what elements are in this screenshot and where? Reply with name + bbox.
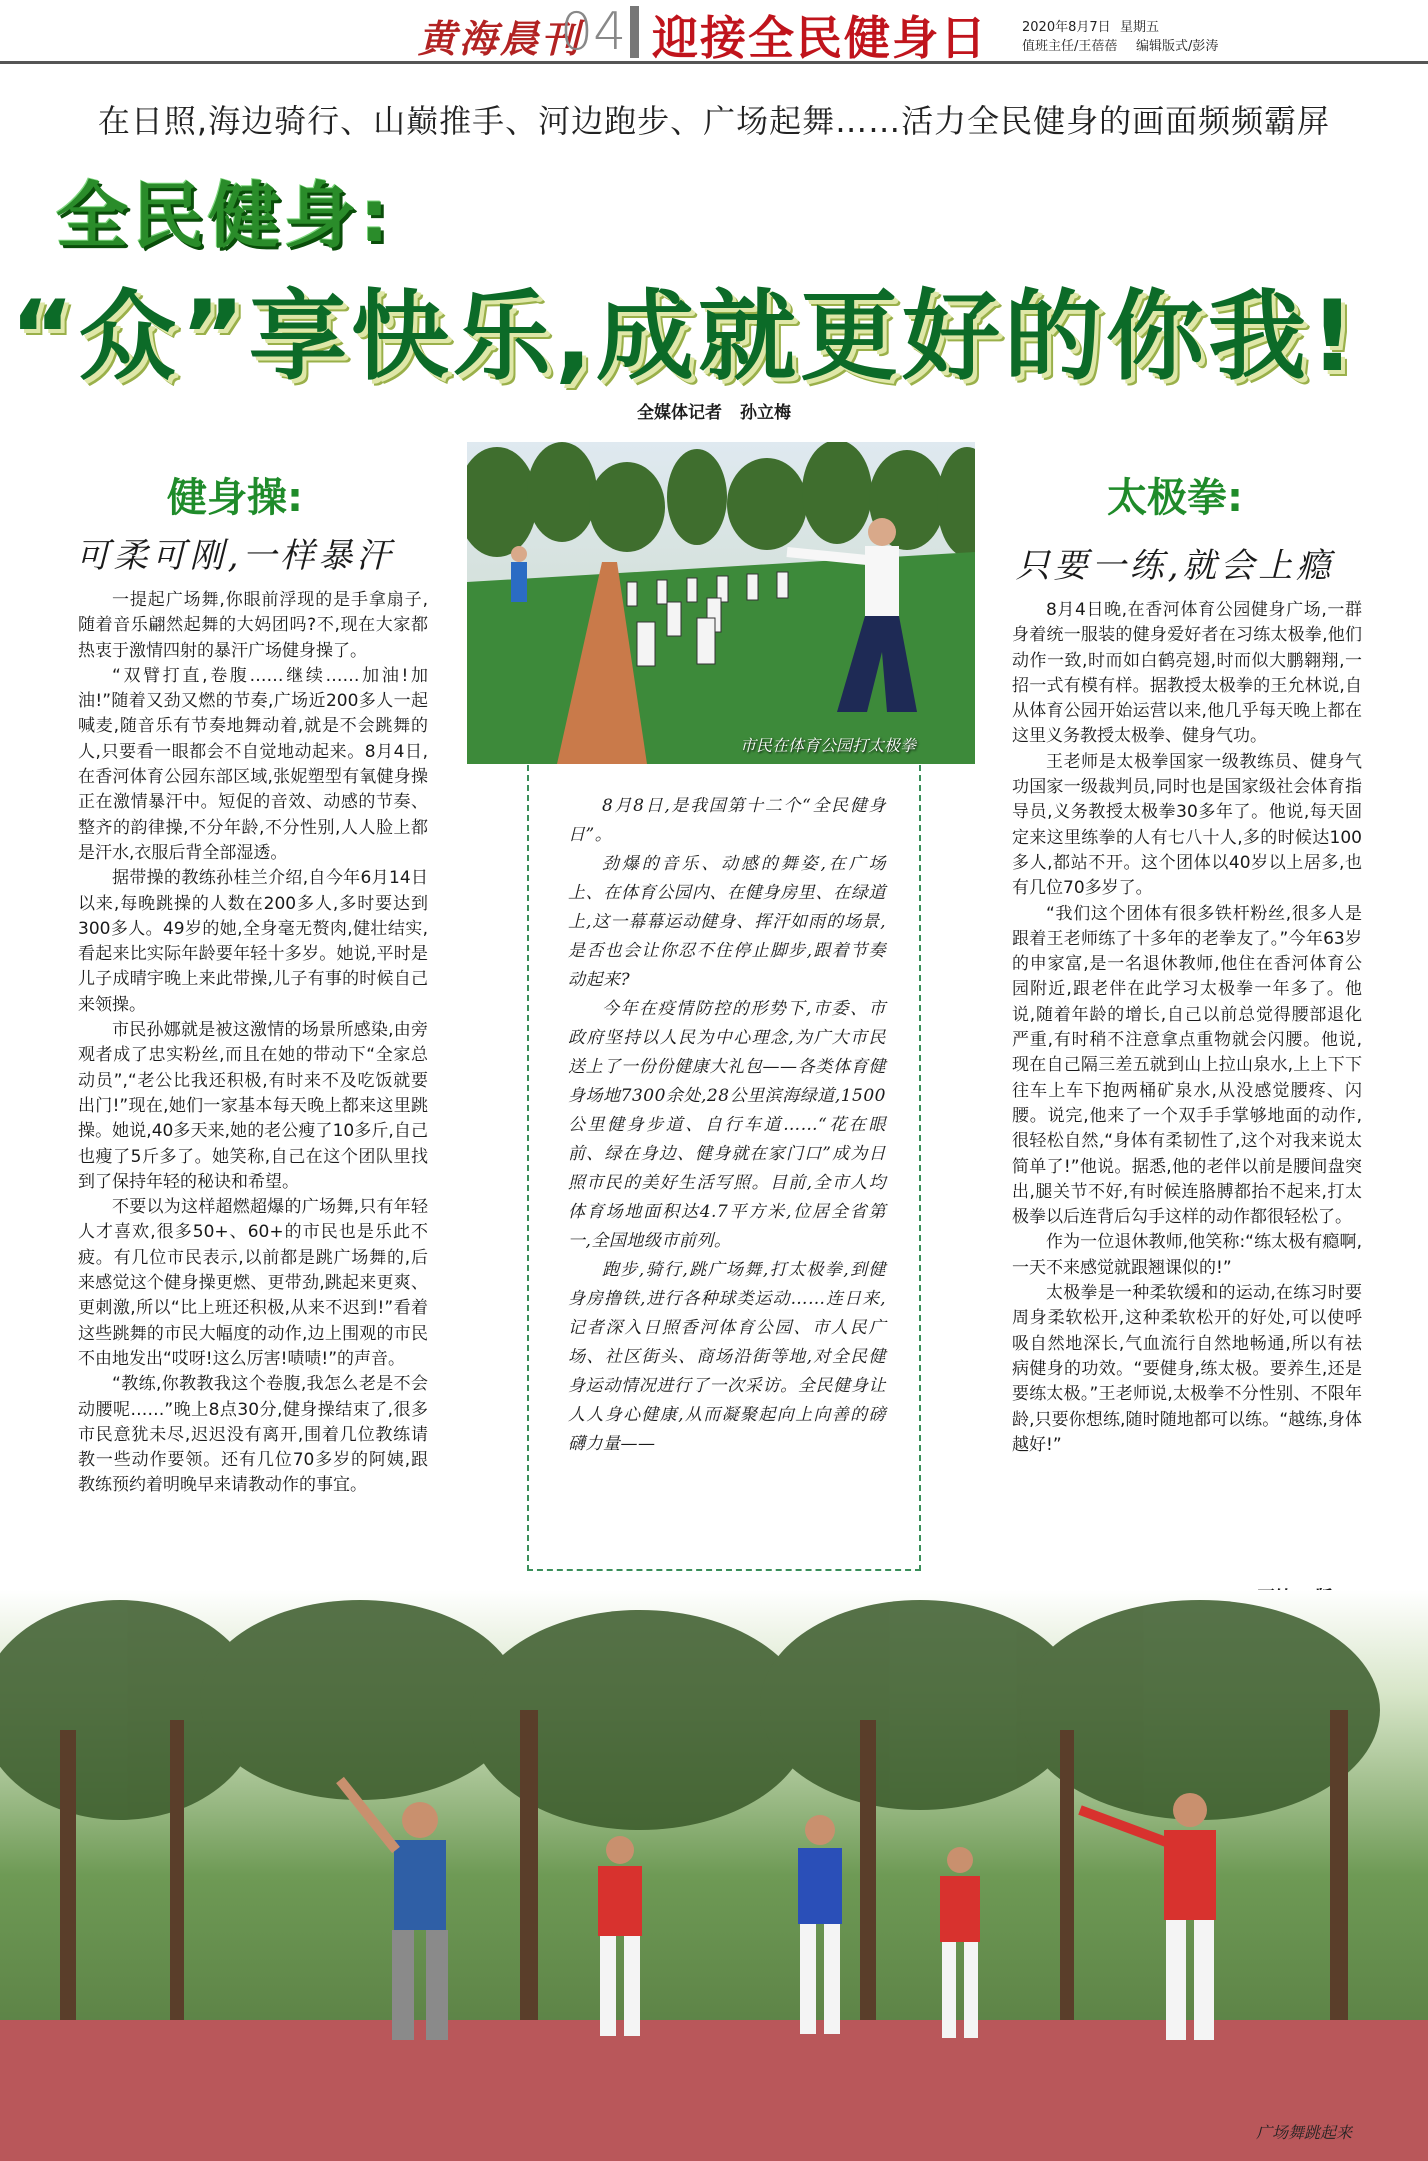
headline-line1: 全民健身: [56,174,393,258]
right-column-subheading: 只要一练,就会上瘾 [1015,546,1335,586]
paragraph: “双臂打直,卷腹……继续……加油!加油!”随着又劲又燃的节奏,广场近200多人一起喊麦,随音乐有节奏地舞动着,就是不会跳舞的人,只要看一眼都会不自觉地动起来。8月4日,在香河体育公园东部区域,张妮塑型有氧健身操正在激情暴汗中。短促的音效、动感的节奏、整齐的韵律操,不分年龄,不分性别,人人脸上都是汗水,衣服后背全部湿透。 [78,665,428,863]
paragraph: 劲爆的音乐、动感的舞姿,在广场上、在体育公园内、在健身房里、在绿道上,这一幕幕运动健身、挥汗如雨的场景,是否也会让你忍不住停止脚步,跟着节奏动起来? [568,854,886,990]
byline [0,398,1428,423]
header-divider [630,6,639,58]
layout-editor: 编辑版式/彭涛 [1136,39,1219,54]
left-column-heading: 健身操: [167,475,303,521]
paragraph: “教练,你教教我这个卷腹,我怎么老是不会动腰呢……”晚上8点30分,健身操结束了,很多市民意犹未尽,迟迟没有离开,围着几位教练请教一些动作要领。还有几位70多岁的阿姨,跟教练预约着明晚早来请教动作的事宜。 [78,1374,428,1496]
headline-line2: “众”享快乐,成就更好的你我! [10,280,1359,394]
paragraph: 不要以为这样超燃超爆的广场舞,只有年轻人才喜欢,很多50+、60+的市民也是乐此不疲。有几位市民表示,以前都是跳广场舞的,后来感觉这个健身操更燃、更带劲,跳起来更爽、更刺激,所以“比上班还积极,从来不迟到!”看着这些跳舞的市民大幅度的动作,边上围观的市民不由地发出“哎呀!这么厉害!啧啧!”的声音。 [78,1197,428,1369]
paragraph: 今年在疫情防控的形势下,市委、市政府坚持以人民为中心理念,为广大市民送上了一份份健康大礼包——各类体育健身场地7300余处,28公里滨海绿道,1500公里健身步道、自行车道……“花在眼前、绿在身边、健身就在家门口”成为日照市民的美好生活写照。目前,全市人均体育场地面积达4.7平方米,位居全省第一,全国地级市前列。 [568,999,886,1251]
top-photo-caption: 市民在体育公园打太极拳 [740,736,917,755]
issue-date: 2020年8月7日 [1022,20,1111,35]
paragraph: 市民孙娜就是被这激情的场景所感染,由旁观者成了忠实粉丝,而且在她的带动下“全家总动员”,“老公比我还积极,有时来不及吃饭就要出门!”现在,她们一家基本每天晚上都来这里跳操。她说,40多天来,她的老公瘦了10多斤,自己也瘦了5斤多了。她笑称,自己在这个团队里找到了保持年轻的秘诀和希望。 [78,1020,428,1192]
issue-weekday: 星期五 [1120,20,1160,35]
headline-kicker: 在日照,海边骑行、山巅推手、河边跑步、广场起舞……活力全民健身的画面频频霸屏 [97,102,1331,140]
byline-name: 孙立梅 [740,403,791,423]
square-dance-photo [0,1590,1428,2161]
paragraph: 一提起广场舞,你眼前浮现的是手拿扇子,随着音乐翩然起舞的大妈团吗?不,现在大家都热衷于激情四射的暴汗广场健身操了。 [78,590,428,661]
tai-chi-photo [467,442,975,764]
bottom-photo-caption: 广场舞跳起来 [1256,2123,1353,2142]
paragraph: 据带操的教练孙桂兰介绍,自今年6月14日以来,每晚跳操的人数在200多人,多时要达到300多人。49岁的她,全身毫无赘肉,健壮结实,看起来比实际年龄要年轻十多岁。她说,平时是儿子成晴宇晚上来此带操,儿子有事的时候自己来领操。 [78,868,428,1015]
paragraph: 跑步,骑行,跳广场舞,打太极拳,到健身房撸铁,进行各种球类运动……连日来,记者深入日照香河体育公园、市人民广场、社区街头、商场沿街等地,对全民健身运动情况进行了一次采访。全民健身让人人身心健康,从而凝聚起向上向善的磅礴力量—— [568,1260,886,1454]
paragraph: 王老师是太极拳国家一级教练员、健身气功国家一级裁判员,同时也是国家级社会体育指导员,义务教授太极拳30多年了。他说,每天固定来这里练拳的人有七八十人,多的时候达100多人,都站不开。这个团体以40岁以上居多,也有几位70多岁了。 [1012,751,1362,899]
left-column-body [78,588,428,1499]
right-column-heading: 太极拳: [1107,475,1243,521]
section-title: 迎接全民健身日 [652,11,988,65]
intro-text [568,792,886,1459]
paragraph: 8月4日晚,在香河体育公园健身广场,一群身着统一服装的健身爱好者在习练太极拳,他们动作一致,时而如白鹤亮翅,时而似大鹏翱翔,一招一式有模有样。据教授太极拳的王允林说,自从体育公园开始运营以来,他几乎每天晚上都在这里义务教授太极拳、健身气功。 [1012,600,1362,747]
paragraph: 作为一位退休教师,他笑称:“练太极有瘾啊,一天不来感觉就跟翘课似的!” [1012,1232,1362,1278]
right-column-body [1012,598,1362,1458]
left-column-subheading: 可柔可刚,一样暴汗 [75,536,395,576]
paragraph: 太极拳是一种柔软缓和的运动,在练习时要周身柔软松开,这种柔软松开的好处,可以使呼吸自然地深长,气血流行自然地畅通,所以有祛病健身的功效。“要健身,练太极。要养生,还是要练太极。”王老师说,太极拳不分性别、不限年龄,只要你想练,随时随地都可以练。“越练,身体越好!” [1012,1283,1362,1455]
paragraph: “我们这个团体有很多铁杆粉丝,很多人是跟着王老师练了十多年的老拳友了。”今年63岁的申家富,是一名退休教师,他住在香河体育公园附近,跟老伴在此学习太极拳一年多了。他说,随着年龄的增长,自己以前总觉得腰部退化严重,有时稍不注意拿点重物就会闪腰。他说,现在自己隔三差五就到山上拉山泉水,上上下下往车上车下抱两桶矿泉水,从没感觉腰疼、闪腰。说完,他来了一个双手手掌够地面的动作,很轻松自然,“身体有柔韧性了,这个对我来说太简单了!”他说。据悉,他的老伴以前是腰间盘突出,腿关节不好,有时候连胳膊都抬不起来,打太极拳以后连背后勾手这样的动作都很轻松了。 [1012,903,1362,1228]
paragraph: 8月8日,是我国第十二个“全民健身日”。 [568,796,886,845]
byline-role: 全媒体记者 [637,403,722,423]
paper-name: 黄海晨刊 [418,16,583,61]
duty-editor: 值班主任/王蓓蓓 [1022,39,1118,54]
page-number: 04 [560,2,627,62]
